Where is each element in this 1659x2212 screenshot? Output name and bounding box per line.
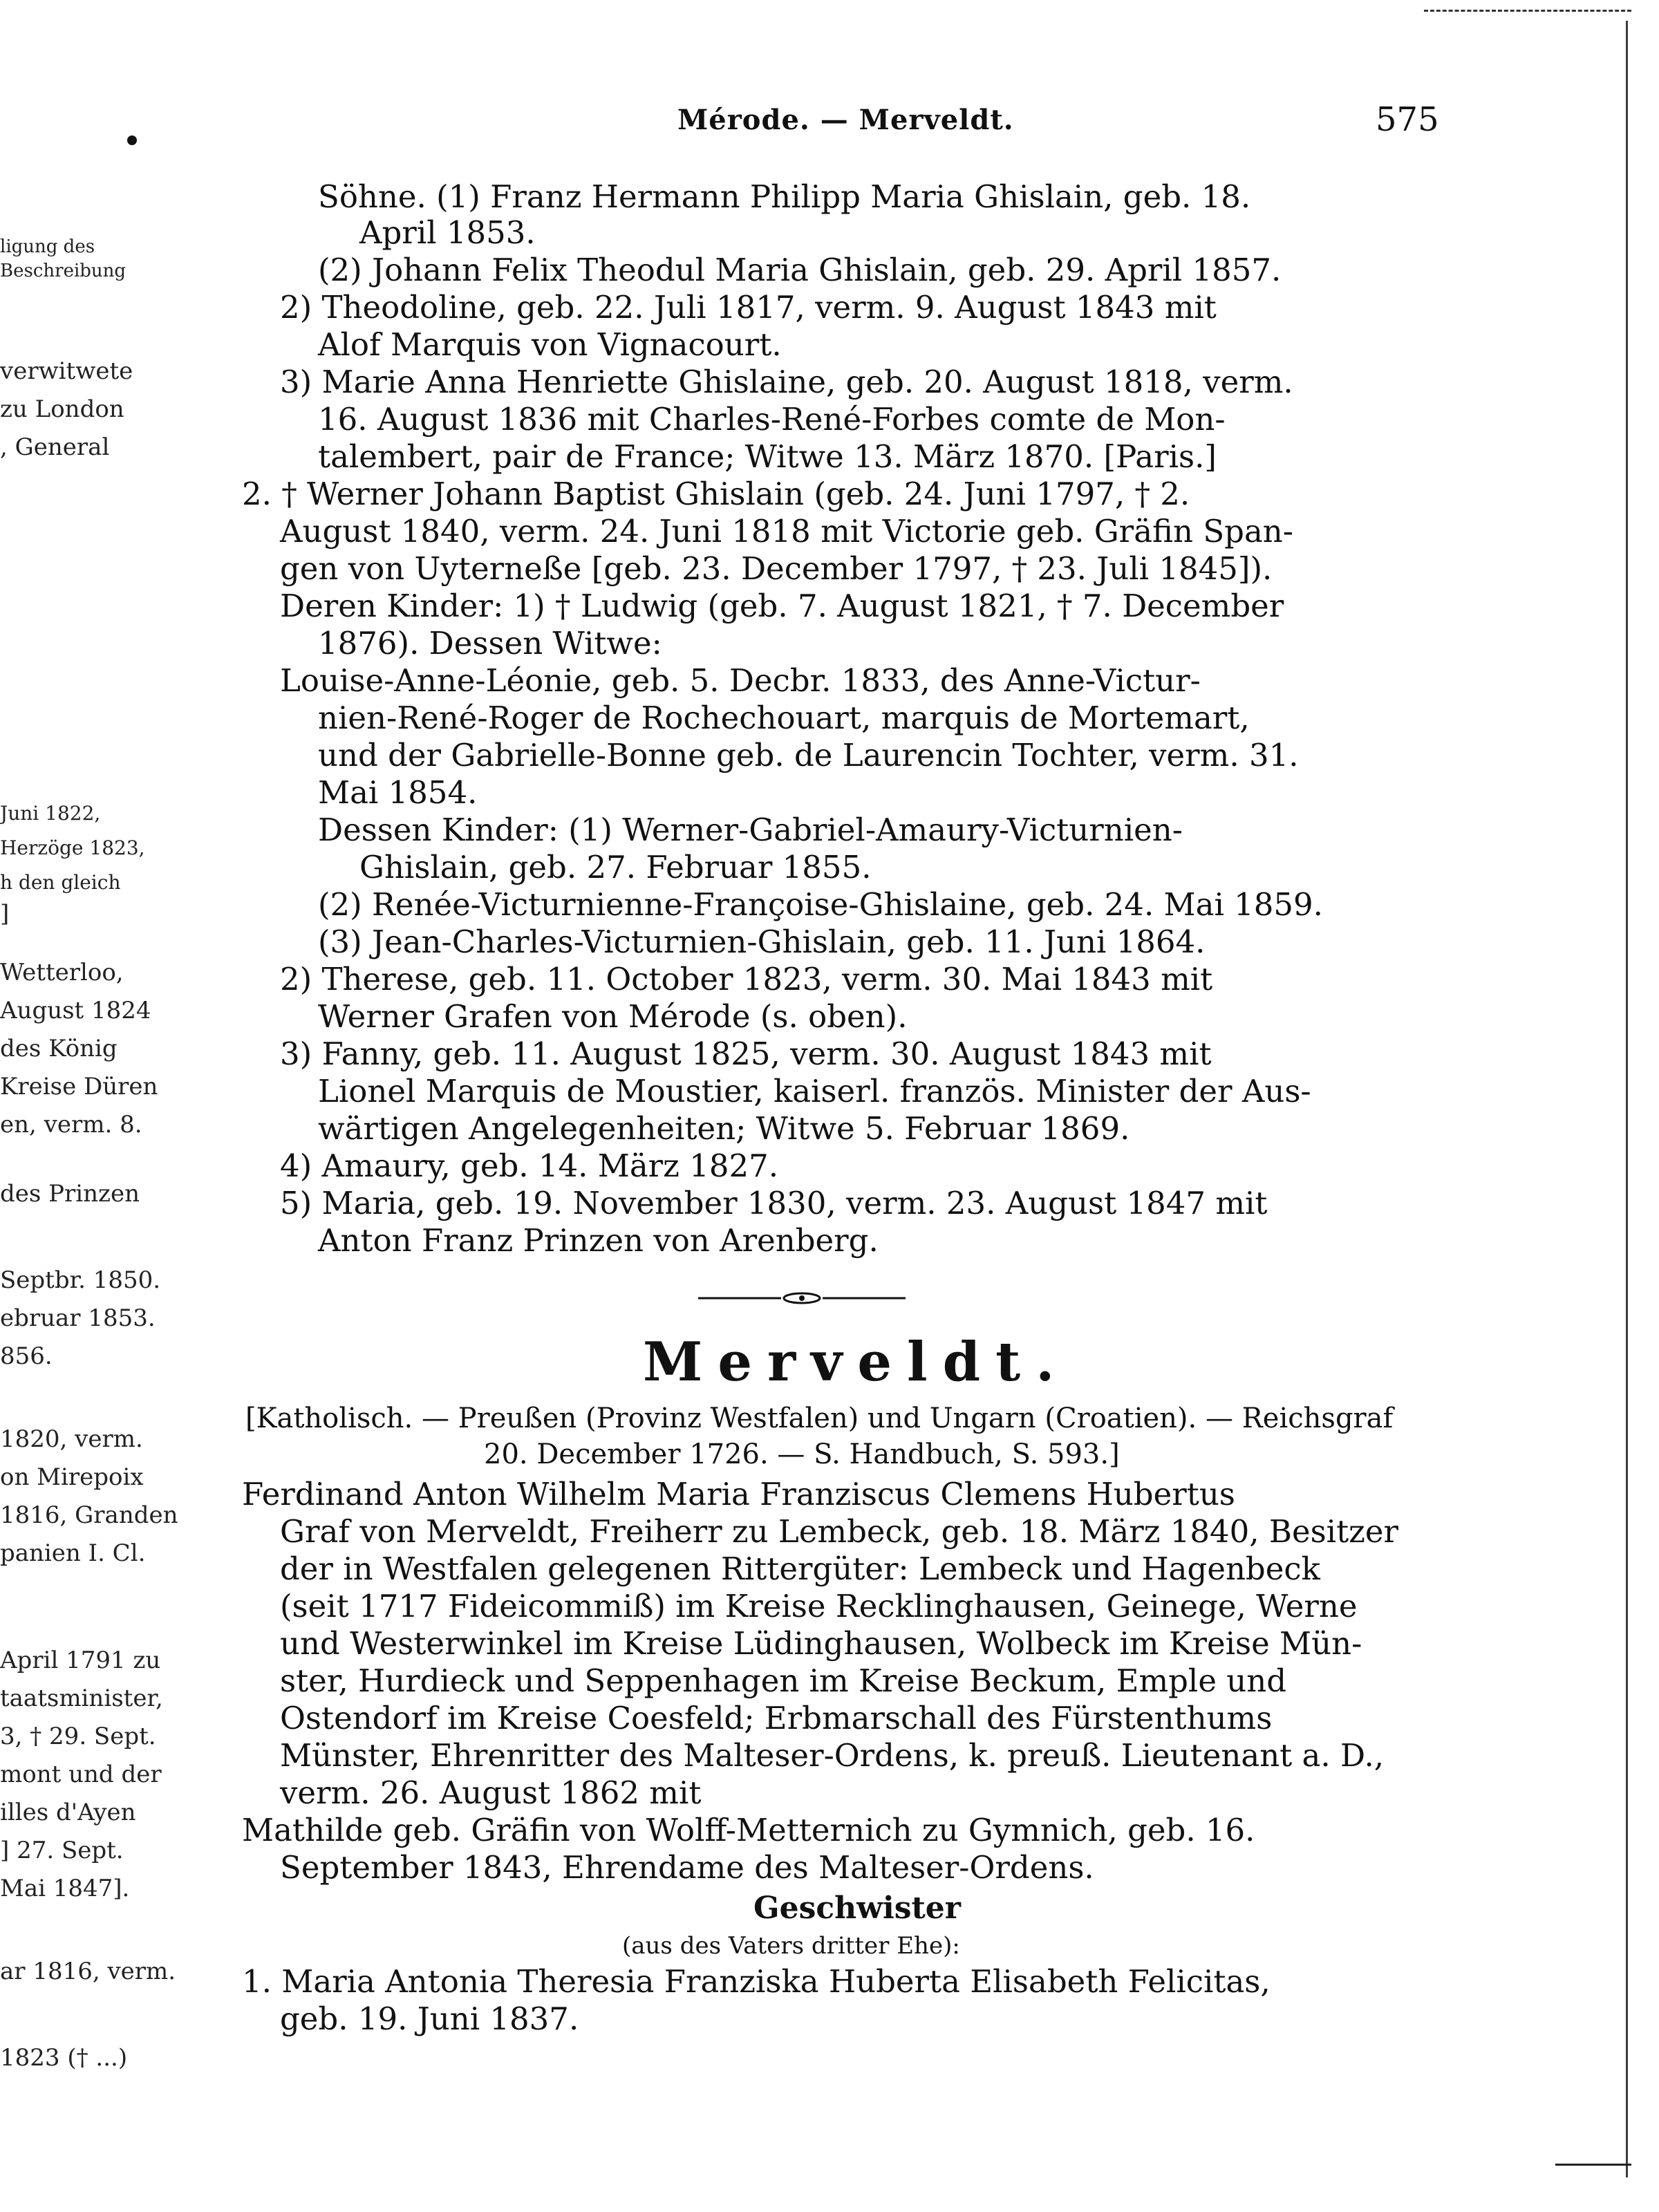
- margin-fragment: 1820, verm.: [0, 1425, 143, 1453]
- bottom-edge-mark: [1555, 2164, 1631, 2166]
- text-line: Söhne. (1) Franz Hermann Philipp Maria Ghislain, geb. 18.: [318, 178, 1251, 215]
- text-line: 1. Maria Antonia Theresia Franziska Huberta Elisabeth Felicitas,: [242, 1963, 1271, 2000]
- section-note: [Katholisch. — Preußen (Provinz Westfalen) und Ungarn (Croatien). — Reichsgraf: [245, 1403, 1394, 1434]
- margin-fragment: h den gleich: [0, 871, 121, 894]
- margin-fragment: Kreise Düren: [0, 1073, 158, 1100]
- text-line: 16. August 1836 mit Charles-René-Forbes comte de Mon-: [318, 401, 1226, 438]
- margin-fragment: illes d'Ayen: [0, 1799, 136, 1826]
- margin-fragment: 856.: [0, 1342, 53, 1370]
- top-edge-mark: [1424, 10, 1631, 13]
- margin-fragment: Herzöge 1823,: [0, 836, 145, 859]
- text-line: 3) Fanny, geb. 11. August 1825, verm. 30. August 1843 mit: [280, 1035, 1212, 1072]
- text-line: geb. 19. Juni 1837.: [280, 2000, 579, 2037]
- margin-fragment: panien I. Cl.: [0, 1539, 146, 1567]
- text-line: und der Gabrielle-Bonne geb. de Laurencin Tochter, verm. 31.: [318, 737, 1299, 774]
- margin-fragment: Wetterloo,: [0, 959, 124, 986]
- text-line: Ostendorf im Kreise Coesfeld; Erbmarschall des Fürstenthums: [280, 1700, 1273, 1736]
- margin-fragment: des Prinzen: [0, 1180, 140, 1208]
- text-line: Lionel Marquis de Moustier, kaiserl. französ. Minister der Aus-: [318, 1073, 1311, 1109]
- margin-fragment: , General: [0, 433, 110, 461]
- margin-fragment: ] 27. Sept.: [0, 1837, 124, 1864]
- margin-fragment: ]: [0, 900, 10, 928]
- margin-fragment: 1816, Granden: [0, 1501, 178, 1529]
- text-line: gen von Uyterneße [geb. 23. December 1797, † 23. Juli 1845]).: [280, 550, 1273, 587]
- text-line: Mai 1854.: [318, 774, 478, 811]
- text-line: 4) Amaury, geb. 14. März 1827.: [280, 1147, 779, 1184]
- text-line: nien-René-Roger de Rochechouart, marquis de Mortemart,: [318, 700, 1250, 736]
- margin-fragment: zu London: [0, 395, 124, 423]
- text-line: (3) Jean-Charles-Victurnien-Ghislain, geb. 11. Juni 1864.: [318, 924, 1206, 960]
- margin-fragment: ar 1816, verm.: [0, 1958, 176, 1985]
- margin-fragment: des König: [0, 1035, 118, 1062]
- text-line: verm. 26. August 1862 mit: [280, 1774, 702, 1811]
- margin-fragment: verwitwete: [0, 357, 133, 385]
- text-line: Ferdinand Anton Wilhelm Maria Franziscus Clemens Hubertus: [242, 1476, 1235, 1512]
- text-line: und Westerwinkel im Kreise Lüdinghausen, Wolbeck im Kreise Mün-: [280, 1625, 1362, 1662]
- margin-fragment: Beschreibung: [0, 261, 126, 281]
- text-line: September 1843, Ehrendame des Malteser-Ordens.: [280, 1849, 1094, 1886]
- margin-fragment: August 1824: [0, 997, 151, 1024]
- page-number: 575: [1376, 100, 1439, 139]
- margin-fragment: 1823 († ...): [0, 2044, 128, 2072]
- section-note: 20. December 1726. — S. Handbuch, S. 593.]: [484, 1438, 1120, 1470]
- text-line: talembert, pair de France; Witwe 13. März 1870. [Paris.]: [318, 438, 1217, 475]
- text-line: Alof Marquis von Vignacourt.: [318, 326, 782, 363]
- text-line: (seit 1717 Fideicommiß) im Kreise Recklinghausen, Geinege, Werne: [280, 1588, 1358, 1624]
- ornamental-divider: [698, 1291, 906, 1305]
- text-line: Graf von Merveldt, Freiherr zu Lembeck, geb. 18. März 1840, Besitzer: [280, 1513, 1399, 1550]
- siblings-subheading: (aus des Vaters dritter Ehe):: [622, 1932, 960, 1960]
- text-line: April 1853.: [359, 214, 536, 251]
- text-line: wärtigen Angelegenheiten; Witwe 5. Februar 1869.: [318, 1110, 1130, 1147]
- page-edge-rule: [1626, 21, 1628, 2177]
- text-line: August 1840, verm. 24. Juni 1818 mit Victorie geb. Gräfin Span-: [280, 513, 1293, 550]
- section-title: Merveldt.: [643, 1331, 1070, 1394]
- text-line: Mathilde geb. Gräfin von Wolff-Metternich zu Gymnich, geb. 16.: [242, 1812, 1255, 1848]
- text-line: ster, Hurdieck und Seppenhagen im Kreise Beckum, Emple und: [280, 1662, 1287, 1699]
- margin-fragment: on Mirepoix: [0, 1463, 144, 1491]
- text-line: Ghislain, geb. 27. Februar 1855.: [359, 849, 872, 885]
- text-line: 2. † Werner Johann Baptist Ghislain (geb. 24. Juni 1797, † 2.: [242, 476, 1190, 512]
- text-line: (2) Renée-Victurnienne-Françoise-Ghislaine, geb. 24. Mai 1859.: [318, 886, 1323, 923]
- text-line: der in Westfalen gelegenen Rittergüter: Lembeck und Hagenbeck: [280, 1550, 1320, 1587]
- running-header: Mérode. — Merveldt.: [677, 104, 1014, 136]
- text-line: 2) Theodoline, geb. 22. Juli 1817, verm. 9. August 1843 mit: [280, 289, 1217, 326]
- margin-fragment: taatsminister,: [0, 1685, 163, 1712]
- margin-fragment: ligung des: [0, 236, 95, 257]
- margin-fragment: Septbr. 1850.: [0, 1266, 161, 1294]
- margin-fragment: Juni 1822,: [0, 802, 101, 825]
- text-line: Anton Franz Prinzen von Arenberg.: [318, 1222, 879, 1259]
- text-line: Deren Kinder: 1) † Ludwig (geb. 7. August 1821, † 7. December: [280, 588, 1284, 624]
- margin-fragment: 3, † 29. Sept.: [0, 1723, 156, 1750]
- text-line: 2) Therese, geb. 11. October 1823, verm. 30. Mai 1843 mit: [280, 961, 1213, 997]
- siblings-heading: Geschwister: [753, 1891, 961, 1926]
- text-line: Dessen Kinder: (1) Werner-Gabriel-Amaury-Victurnien-: [318, 812, 1183, 848]
- margin-fragment: April 1791 zu: [0, 1647, 161, 1674]
- margin-fragment: mont und der: [0, 1761, 162, 1788]
- margin-fragment: ebruar 1853.: [0, 1304, 156, 1332]
- text-line: (2) Johann Felix Theodul Maria Ghislain, geb. 29. April 1857.: [318, 252, 1282, 288]
- ink-spot: [127, 135, 137, 145]
- text-line: Louise-Anne-Léonie, geb. 5. Decbr. 1833, des Anne-Victur-: [280, 662, 1201, 699]
- margin-fragment: Mai 1847].: [0, 1875, 130, 1902]
- text-line: Münster, Ehrenritter des Malteser-Ordens, k. preuß. Lieutenant a. D.,: [280, 1737, 1385, 1774]
- text-line: 5) Maria, geb. 19. November 1830, verm. 23. August 1847 mit: [280, 1185, 1268, 1221]
- text-line: Werner Grafen von Mérode (s. oben).: [318, 998, 908, 1035]
- margin-fragment: en, verm. 8.: [0, 1111, 142, 1138]
- text-line: 1876). Dessen Witwe:: [318, 625, 662, 662]
- text-line: 3) Marie Anna Henriette Ghislaine, geb. 20. August 1818, verm.: [280, 364, 1293, 400]
